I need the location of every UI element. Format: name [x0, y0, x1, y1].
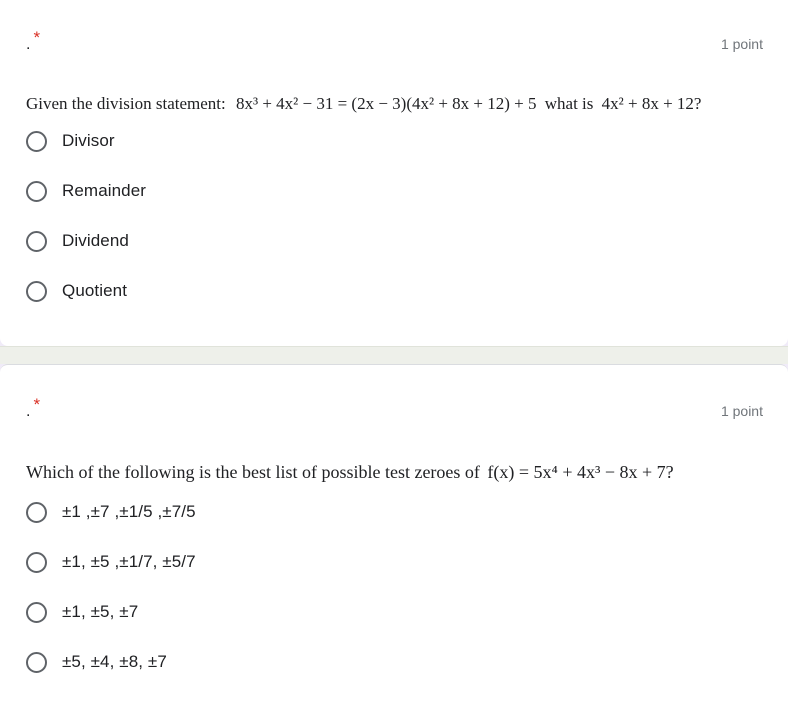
option-2[interactable]: [26, 549, 196, 575]
question-prefix: Given the division statement:: [26, 94, 226, 113]
radio-button[interactable]: [26, 231, 47, 252]
points-label: 1 point: [720, 403, 763, 419]
card-separator: [0, 346, 788, 364]
question-text: [26, 94, 701, 114]
option-3[interactable]: [26, 599, 138, 625]
option-label: Remainder: [62, 181, 147, 200]
option-label: ±1 ,±7 ,±1/5 ,±7/5: [62, 502, 196, 521]
points-label: 1 point: [720, 36, 763, 52]
question-number: . *: [26, 28, 41, 53]
radio-button[interactable]: [26, 281, 47, 302]
question-middle: what is: [544, 94, 594, 113]
option-divisor[interactable]: [26, 128, 115, 154]
question-prefix: Which of the following is the best list of possible test zeroes of: [26, 462, 480, 482]
radio-button[interactable]: [26, 131, 47, 152]
option-dividend[interactable]: [26, 228, 129, 254]
radio-button[interactable]: [26, 502, 47, 523]
question-target: 4x² + 8x + 12?: [601, 94, 702, 113]
option-label: ±1, ±5, ±7: [62, 602, 139, 621]
question-equation: 8x³ + 4x² − 31 = (2x − 3)(4x² + 8x + 12) + 5: [235, 94, 537, 113]
radio-button[interactable]: [26, 181, 47, 202]
option-quotient[interactable]: [26, 278, 127, 304]
question-text: [26, 462, 674, 483]
question-card-2: [0, 364, 788, 713]
option-label: Divisor: [62, 131, 115, 150]
option-remainder[interactable]: [26, 178, 146, 204]
option-label: ±5, ±4, ±8, ±7: [62, 652, 167, 671]
option-label: Dividend: [62, 231, 129, 250]
question-equation: f(x) = 5x⁴ + 4x³ − 8x + 7?: [487, 462, 674, 482]
radio-button[interactable]: [26, 602, 47, 623]
option-label: ±1, ±5 ,±1/7, ±5/7: [62, 552, 196, 571]
question-number: . *: [26, 395, 41, 420]
radio-button[interactable]: [26, 652, 47, 673]
required-asterisk: *: [33, 28, 41, 47]
option-4[interactable]: [26, 649, 167, 675]
option-1[interactable]: [26, 499, 196, 525]
question-card-1: [0, 0, 788, 346]
option-label: Quotient: [62, 281, 128, 300]
required-asterisk: *: [33, 395, 41, 414]
radio-button[interactable]: [26, 552, 47, 573]
